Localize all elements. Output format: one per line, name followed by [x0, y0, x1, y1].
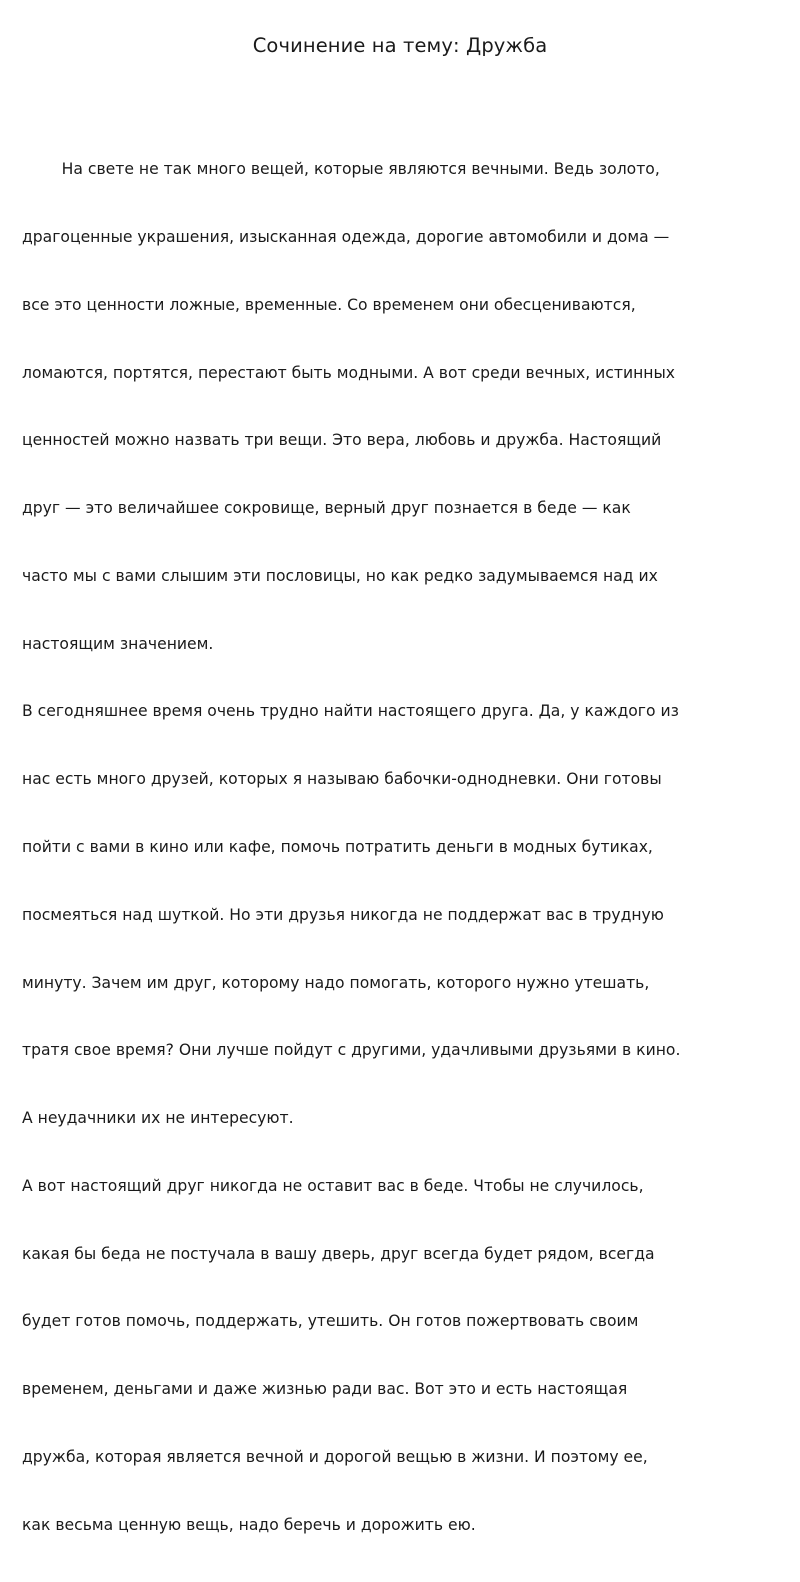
text-line: минуту. Зачем им друг, которому надо помогать, которого нужно утешать, — [22, 973, 650, 992]
text-line: часто мы с вами слышим эти пословицы, но как редко задумываемся над их — [22, 566, 658, 585]
document-body — [22, 113, 792, 1582]
text-line: ценностей можно назвать три вещи. Это вера, любовь и дружба. Настоящий — [22, 431, 662, 450]
text-line: как весьма ценную вещь, надо беречь и дорожить ею. — [22, 1515, 476, 1534]
text-line: друг — это величайшее сокровище, верный друг познается в беде — как — [22, 499, 631, 518]
document-title: Сочинение на тему: Дружба — [252, 34, 548, 57]
text-line: посмеяться над шуткой. Но эти друзья никогда не поддержат вас в трудную — [22, 905, 664, 924]
text-line: все это ценности ложные, временные. Со временем они обесцениваются, — [22, 295, 636, 314]
text-line: А неудачники их не интересуют. — [22, 1109, 294, 1128]
text-line: пойти с вами в кино или кафе, помочь потратить деньги в модных бутиках, — [22, 838, 653, 856]
text-line: ломаются, портятся, перестают быть модными. А вот среди вечных, истинных — [22, 363, 676, 382]
text-line: А вот настоящий друг никогда не оставит вас в беде. Чтобы не случилось, — [22, 1176, 644, 1195]
text-line: В сегодняшнее время очень трудно найти настоящего друга. Да, у каждого из — [22, 702, 679, 721]
text-line: временем, деньгами и даже жизнью ради вас. Вот это и есть настоящая — [22, 1380, 628, 1399]
text-line: какая бы беда не постучала в вашу дверь, друг всегда будет рядом, всегда — [22, 1244, 655, 1263]
text-line: На свете не так много вещей, которые являются вечными. Ведь золото, — [22, 160, 660, 179]
text-line: нас есть много друзей, которых я называю бабочки-однодневки. Они готовы — [22, 770, 662, 789]
text-line: драгоценные украшения, изысканная одежда, дорогие автомобили и дома — — [22, 227, 670, 246]
text-line: тратя свое время? Они лучше пойдут с другими, удачливыми друзьями в кино. — [22, 1041, 681, 1060]
text-line: настоящим значением. — [22, 634, 214, 653]
text-line: дружба, которая является вечной и дорогой вещью в жизни. И поэтому ее, — [22, 1448, 648, 1467]
text-line: будет готов помочь, поддержать, утешить. Он готов пожертвовать своим — [22, 1312, 639, 1331]
